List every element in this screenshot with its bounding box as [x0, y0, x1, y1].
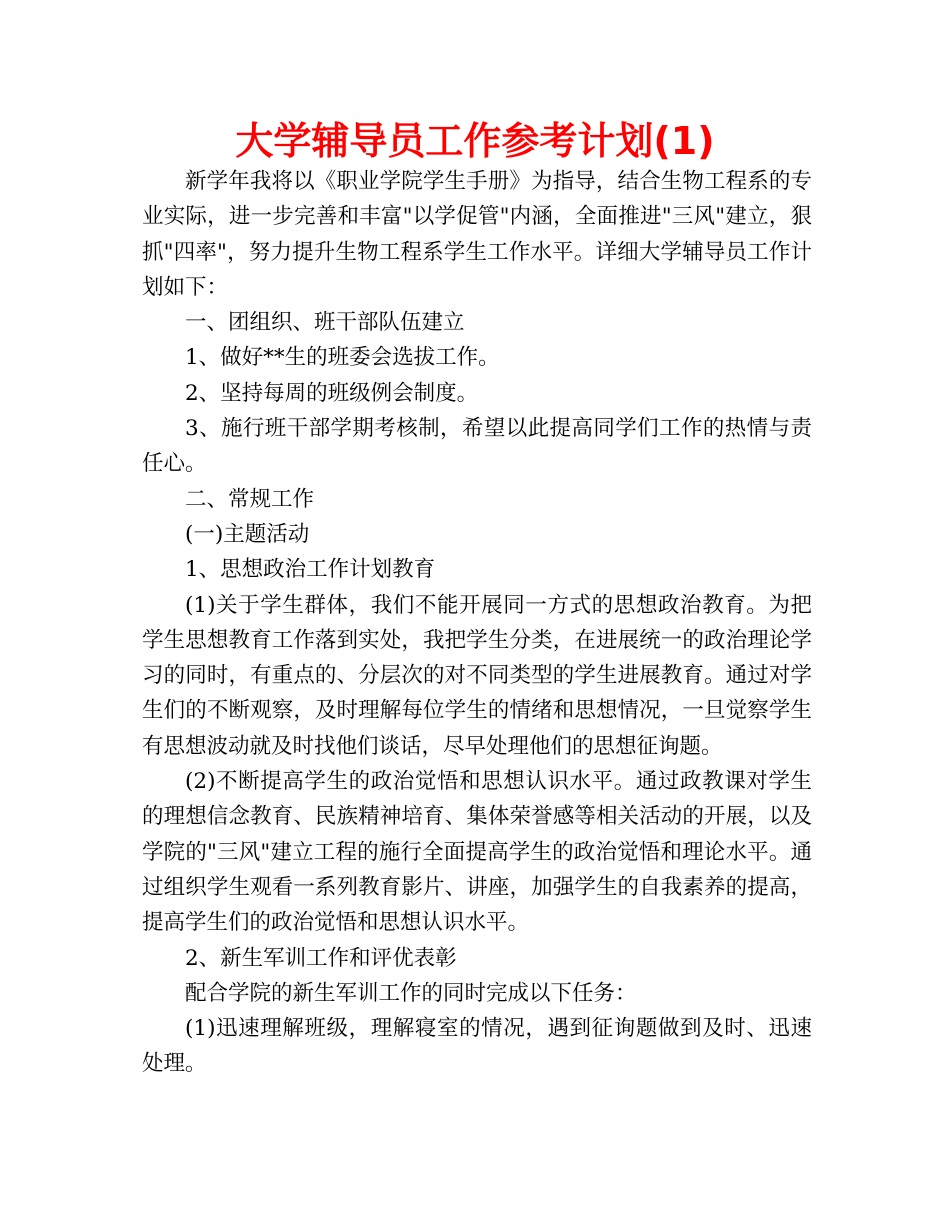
list-item: 1、做好**生的班委会选拔工作。 [185, 345, 500, 371]
paragraph: (1)关于学生群体，我们不能开展同一方式的思想政治教育。为把学生思想教育工作落到实处，我把学生分类，在进展统一的政治理论学习的同时，有重点的、分层次的对不同类型的学生进展教育。通过对学生们的不断观察，及时理解每位学生的情绪和思想情况，一旦觉察学生有思想波动就及时找他们谈话，尽早处理他们的思想征询题。 [142, 592, 812, 759]
heading-routine-work: 二、常规工作 [185, 486, 315, 512]
paragraph: (2)不断提高学生的政治觉悟和思想认识水平。通过政教课对学生的理想信念教育、民族精神培育、集体荣誉感等相关活动的开展，以及学院的"三风"建立工程的施行全面提高学生的政治觉悟和理论水平。通过组织学生观看一系列教育影片、讲座，加强学生的自我素养的提高，提高学生们的政治觉悟和思想认识水平。 [142, 769, 812, 936]
list-item: 3、施行班干部学期考核制，希望以此提高同学们工作的热情与责任心。 [142, 416, 812, 477]
paragraph: (1)迅速理解班级，理解寝室的情况，遇到征询题做到及时、迅速处理。 [142, 1016, 812, 1077]
subheading-theme-activities: (一)主题活动 [185, 521, 310, 547]
paragraph-intro: 新学年我将以《职业学院学生手册》为指导，结合生物工程系的专业实际，进一步完善和丰富"以学促管"内涵，全面推进"三风"建立，狠抓"四率"，努力提升生物工程系学生工作水平。详细大学辅导员工作计划如下： [142, 169, 812, 300]
paragraph: 配合学院的新生军训工作的同时完成以下任务： [185, 980, 637, 1006]
document-title: 大学辅导员工作参考计划(1) [235, 119, 715, 163]
heading-team-building: 一、团组织、班干部队伍建立 [185, 310, 465, 336]
list-item: 2、新生军训工作和评优表彰 [185, 945, 457, 971]
document-body [142, 164, 812, 1082]
list-item: 2、坚持每周的班级例会制度。 [185, 380, 479, 406]
list-item: 1、思想政治工作计划教育 [185, 557, 436, 583]
